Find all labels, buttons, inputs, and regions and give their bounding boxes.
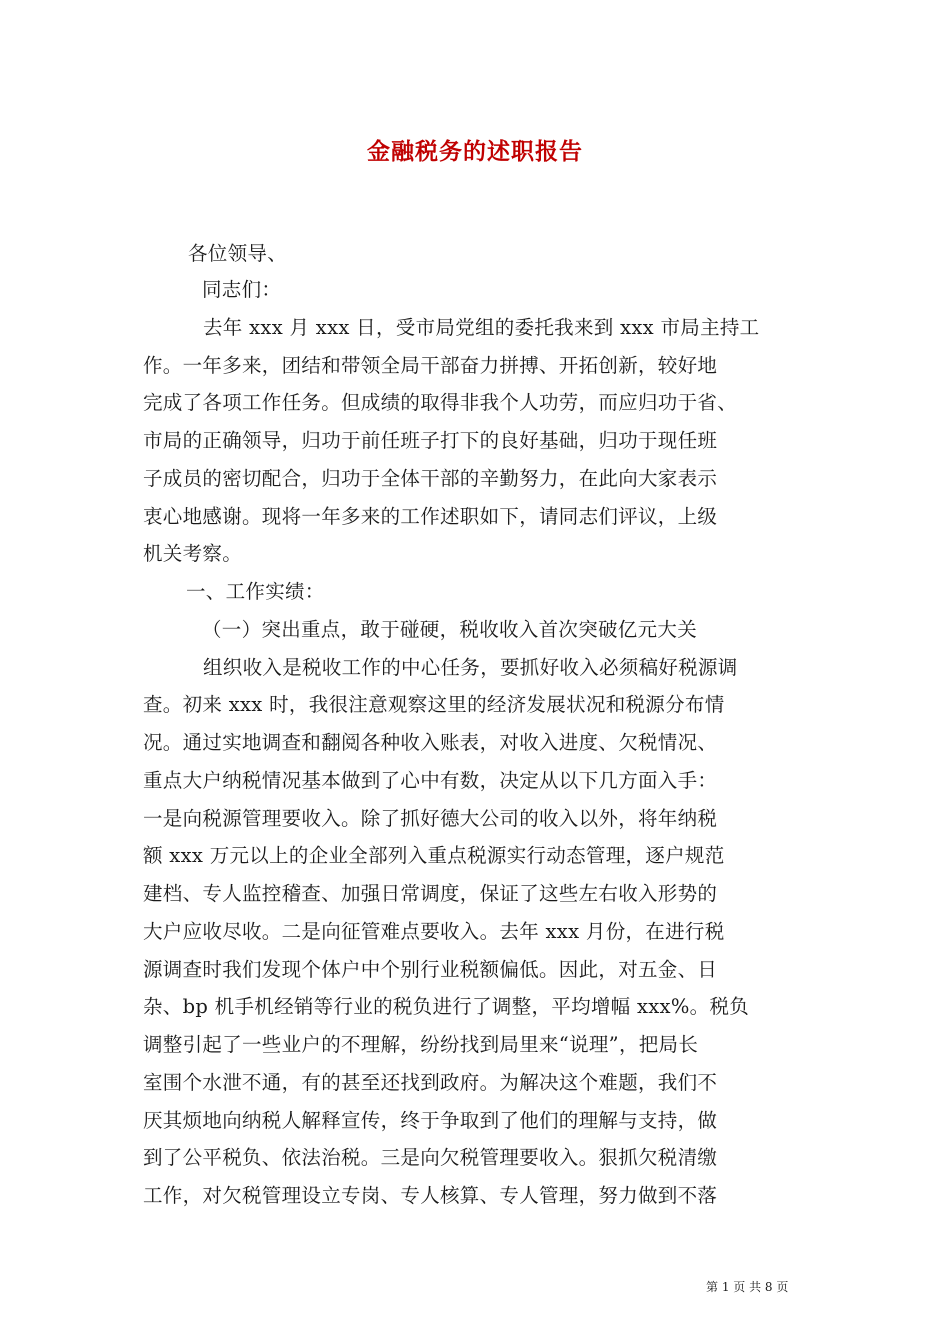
- text-line: 衷心地感谢。现将一年多来的工作述职如下，请同志们评议，上级: [143, 505, 718, 528]
- text-line: 厌其烦地向纳税人解释宣传，终于争取到了他们的理解与支持，做: [143, 1109, 718, 1132]
- text-line: 重点大户纳税情况基本做到了心中有数，决定从以下几方面入手：: [143, 769, 718, 792]
- text-line: 作。一年多来，团结和带领全局干部奋力拼搏、开拓创新，较好地: [143, 354, 718, 377]
- text-line: 去年 xxx 月 xxx 日，受市局党组的委托我来到 xxx 市局主持工: [203, 316, 760, 339]
- text-line: 到了公平税负、依法治税。三是向欠税管理要收入。狠抓欠税清缴: [143, 1146, 718, 1169]
- text-line: 一是向税源管理要收入。除了抓好德大公司的收入以外，将年纳税: [143, 807, 718, 830]
- text-line: 一、工作实绩：: [186, 580, 325, 603]
- text-line: 杂、bp 机手机经销等行业的税负进行了调整，平均增幅 xxx%。税负: [143, 995, 750, 1018]
- text-line: 工作，对欠税管理设立专岗、专人核算、专人管理，努力做到不落: [143, 1184, 718, 1207]
- text-line: 子成员的密切配合，归功于全体干部的辛勤努力，在此向大家表示: [143, 467, 718, 490]
- text-line: 组织收入是税收工作的中心任务，要抓好收入必须稿好税源调: [203, 656, 738, 679]
- text-line: 机关考察。: [143, 542, 243, 565]
- text-line: 同志们：: [202, 278, 282, 301]
- text-line: 况。通过实地调查和翻阅各种收入账表，对收入进度、欠税情况、: [143, 731, 718, 754]
- text-line: 源调查时我们发现个体户中个别行业税额偏低。因此，对五金、日: [143, 958, 718, 981]
- text-line: 调整引起了一些业户的不理解，纷纷找到局里来“说理”，把局长: [143, 1033, 699, 1056]
- text-line: 大户应收尽收。二是向征管难点要收入。去年 xxx 月份，在进行税: [143, 920, 725, 943]
- document-title: 金融税务的述职报告: [367, 138, 583, 165]
- text-line: 各位领导、: [188, 242, 288, 265]
- text-line: 查。初来 xxx 时，我很注意观察这里的经济发展状况和税源分布情: [143, 693, 725, 716]
- text-line: 市局的正确领导，归功于前任班子打下的良好基础，归功于现任班: [143, 429, 718, 452]
- text-line: 室围个水泄不通，有的甚至还找到政府。为解决这个难题，我们不: [143, 1071, 718, 1094]
- text-line: （一）突出重点，敢于碰硬，税收收入首次突破亿元大关: [202, 618, 698, 641]
- page-number-footer: 第 1 页 共 8 页: [706, 1280, 789, 1294]
- text-line: 建档、专人监控稽查、加强日常调度，保证了这些左右收入形势的: [143, 882, 718, 905]
- text-line: 完成了各项工作任务。但成绩的取得非我个人功劳，而应归功于省、: [143, 391, 738, 414]
- text-line: 额 xxx 万元以上的企业全部列入重点税源实行动态管理，逐户规范: [143, 844, 725, 867]
